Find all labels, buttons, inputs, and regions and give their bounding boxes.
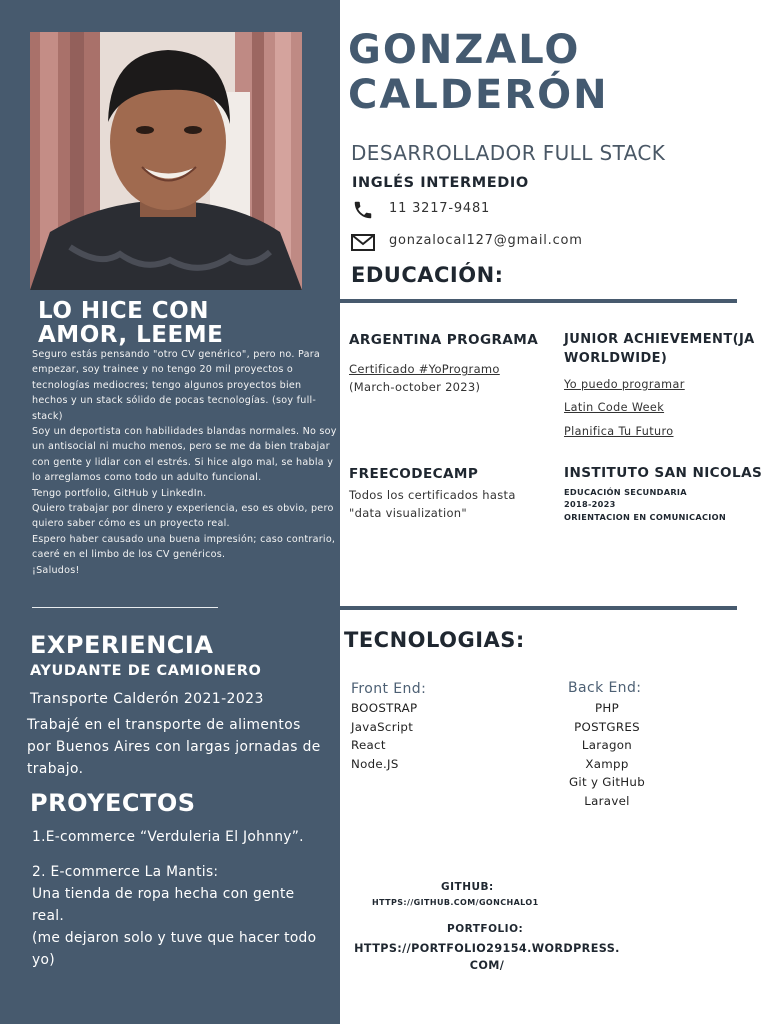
sidebar [0,0,340,1024]
freecodecamp-title: FREECODECAMP [349,466,479,482]
about-title-line: LO HICE CON [38,298,209,324]
san-nicolas-orientation: ORIENTACION EN COMUNICACION [564,512,727,522]
experience-title: EXPERIENCIA [30,631,214,659]
back-end-label: Back End: [568,680,642,696]
about-paragraph: Soy un deportista con habilidades blandas normales. No soy un antisocial ni mucho menos, pero se me da bien trabajar con gente y lidiar con el estrés. Si hice algo mal, se habla y lo arreglamos como todo un adulto funcional. [32,426,337,484]
name-line: GONZALO [348,27,581,73]
profile-photo [30,32,302,290]
front-end-item: JavaScript [351,719,414,734]
ja-link-latin-code-week[interactable]: Latin Code Week [564,401,665,414]
technologies-title: TECNOLOGIAS: [344,628,525,652]
about-divider [32,607,218,608]
back-end-item: Laragon [581,738,633,753]
junior-achievement-title: JUNIOR ACHIEVEMENT(JA WORLDWIDE) [564,332,755,366]
person-name [348,28,609,118]
portfolio-link[interactable]: HTTPS://PORTFOLIO29154.WORDPRESS.COM/ [354,942,620,972]
technologies-divider [340,606,737,610]
back-end-item: Laravel [584,793,630,808]
email-address[interactable]: gonzalocal127@gmail.com [389,233,583,248]
about-title [38,299,223,347]
ja-link-planifica-tu-futuro[interactable]: Planifica Tu Futuro [564,425,674,438]
about-paragraph: Seguro estás pensando "otro CV genérico", pero no. Para empezar, soy trainee y no tengo 20 mil proyectos o tecnologías mediocres; tengo algunos proyectos bien hechos y un stack sólido de pocas tecnologías. (soy full-stack) [32,349,321,422]
job-title: DESARROLLADOR FULL STACK [351,141,666,165]
project-item-line: 2. E-commerce La Mantis: [32,864,219,880]
projects-title: PROYECTOS [30,789,196,817]
freecodecamp-text: Todos los certificados hasta "data visualization" [349,488,516,520]
ja-link-yo-puedo-programar[interactable]: Yo puedo programar [564,378,685,391]
education-title: EDUCACIÓN: [351,263,504,287]
san-nicolas-level: EDUCACIÓN SECUNDARIA [564,487,687,497]
about-paragraph: ¡Saludos! [32,564,80,576]
project-item-line: Una tienda de ropa hecha con gente real. [32,886,295,924]
back-end-item: PHP [595,701,619,715]
instituto-san-nicolas-title: INSTITUTO SAN NICOLAS [564,465,763,481]
experience-description: Trabajé en el transporte de alimentos por Buenos Aires con largas jornadas de trabajo. [27,717,321,777]
phone-icon [352,199,374,221]
name-line: CALDERÓN [348,72,609,118]
back-end-item: POSTGRES [574,719,640,734]
back-end-list [548,699,666,811]
experience-role: AYUDANTE DE CAMIONERO [30,663,262,679]
experience-company: Transporte Calderón 2021-2023 [30,691,264,707]
front-end-label: Front End: [351,681,427,697]
envelope-icon [351,234,375,251]
front-end-list [351,699,417,773]
about-text [32,347,338,578]
argentina-programa-title: ARGENTINA PROGRAMA [349,332,539,348]
back-end-item: Git y GitHub [568,775,645,790]
portrait-photo [30,32,302,290]
argentina-programa-certificate-link[interactable]: Certificado #YoProgramo [349,362,500,376]
argentina-programa-dates: (March-october 2023) [349,380,481,394]
education-divider [340,299,737,303]
front-end-item: React [351,738,386,753]
back-end-item: Xampp [585,756,629,771]
portfolio-label: PORTFOLIO: [447,923,524,935]
project-item-line: (me dejaron solo y tuve que hacer todo yo) [32,930,317,968]
github-link[interactable]: HTTPS://GITHUB.COM/GONCHALO1 [372,898,539,907]
english-level: INGLÉS INTERMEDIO [352,175,529,191]
project-item [32,861,327,971]
about-paragraph: Tengo portfolio, GitHub y LinkedIn. [32,487,207,499]
front-end-item: Node.JS [351,756,399,771]
project-item: 1.E-commerce “Verduleria El Johnny”. [32,829,304,845]
about-paragraph: Espero haber causado una buena impresión; caso contrario, caeré en el limbo de los CV genéricos. [32,533,336,561]
github-label: GITHUB: [441,881,494,893]
about-paragraph: Quiero trabajar por dinero y experiencia, eso es obvio, pero quiero saber cómo es un proyecto real. [32,503,334,530]
san-nicolas-dates: 2018-2023 [564,499,616,509]
front-end-item: BOOSTRAP [351,701,418,715]
phone-number[interactable]: 11 3217-9481 [389,201,491,216]
about-title-line: AMOR, LEEME [38,322,224,348]
